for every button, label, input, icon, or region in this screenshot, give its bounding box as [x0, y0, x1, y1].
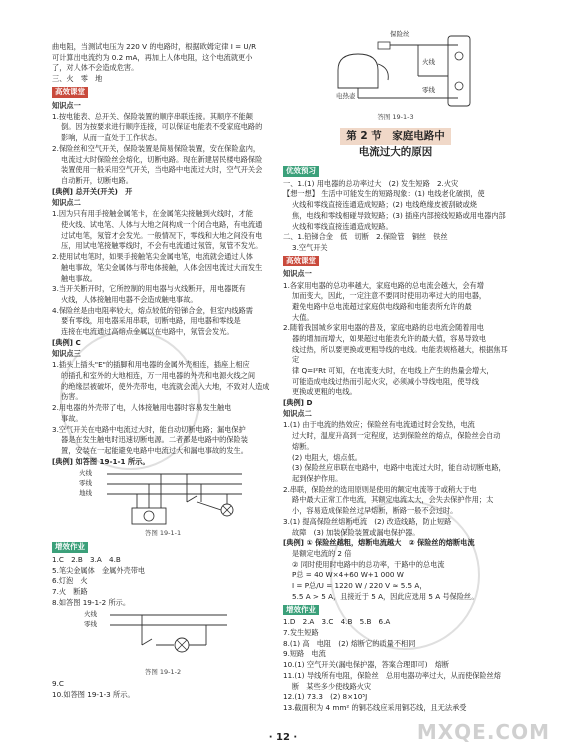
text-line: 自动断开，切断电路。 [61, 176, 133, 186]
wiring-diagram-1 [77, 468, 247, 528]
text-line: 火线和零线直接连通造成短路。 [292, 221, 393, 231]
wire-label-live: 火线 [79, 468, 92, 477]
text-line: 3.当开关断开时，它所控制的用电器与火线断开，用电器既有 [52, 284, 246, 294]
text-line: 2.串联，保险丝的选用原则是使用的额定电流等于或稍大于电 [283, 484, 477, 494]
site-watermark: MXQE.COM [416, 719, 550, 744]
knowledge-point-heading: 知识点一 [52, 100, 81, 110]
calc-line: P总 = 40 W×4+60 W+1 000 W [292, 570, 404, 580]
live-wire-label: 火线 [422, 58, 435, 66]
text-line: 3.空气开关 [292, 242, 328, 252]
answer-line: 12.(1) 73.3 (2) 8×10⁵J [283, 692, 368, 702]
answer-line: 8.(1) 高 电阻 (2) 熔断它的质量不相同 [283, 638, 416, 648]
text-line: 加而变大，因此，一定注意不要同时使用功率过大的用电器， [292, 291, 487, 301]
section-badge-efficient-class: 高效课堂 [283, 256, 319, 267]
section-badge-preview: 优效预习 [283, 166, 319, 177]
text-line: 可计算出电流约为 0.2 mA，再加上人体电阻，这个电流就更小 [52, 52, 253, 62]
kettle-label: 电热壶 [336, 92, 356, 100]
answer-line: 9.C [52, 679, 64, 689]
answer-line: 9.短路 电流 [283, 649, 326, 659]
example-answer: [典例] D [283, 397, 313, 407]
answer-line: 8.如答图 19-1-2 所示。 [52, 597, 131, 607]
figure-caption: 答图 19-1-2 [144, 667, 182, 676]
answer-line: 10.(1) 空气开关(漏电保护器，答案合理即可) 熔断 [283, 660, 450, 670]
figure-19-1-2 [82, 609, 232, 667]
wire-label-neutral: 零线 [79, 478, 92, 487]
text-line: 线过热，所以要更换或更粗导线的电线。电能表规格越大，根据焦耳定 [292, 344, 508, 365]
text-line: 过大时，温度升高到一定程度，达到保险丝的熔点，保险丝会自动 [292, 431, 501, 441]
right-column [283, 30, 508, 714]
wire-label-ground: 地线 [79, 488, 92, 497]
example-answer: [典例] ① 保险丝越粗，熔断电流越大 ② 保险丝的熔断电流 [283, 538, 475, 548]
text-line: 3.(1) 提高保险丝熔断电流 (2) 改造线路，防止短路 [283, 516, 452, 526]
calc-line: 5.5 A > 5 A，且接近于 5 A，因此应选用 5 A 号保险丝。 [292, 591, 479, 601]
text-line: 起到保护作用。 [292, 474, 343, 483]
text-line: 曲电阻，当测试电压为 220 V 的电路时，根据欧姆定律 I = U/R [52, 42, 257, 51]
fuse-label: 保险丝 [390, 30, 410, 38]
text-line: 器的增加而增大，如果超过电能表允许的最大值，容易导致电 [292, 334, 487, 344]
text-line: (2) 电阻大，熔点低。 [292, 452, 362, 462]
text-line: 路中最大正常工作电流，其额定电流太大，会失去保护作用；太 [292, 495, 494, 505]
text-line: 的绝缘层被破坏，使外壳带电，电流就会流入大地，不致对人造成 [61, 381, 270, 391]
text-line: 三、火 零 地 [52, 74, 103, 84]
text-line: 小，容易造成保险丝过早熔断，断路一般不会过时。 [292, 506, 458, 516]
answer-line: 1.C 2.B 3.A 4.B [52, 554, 121, 564]
text-line: 2.用电器的外壳带了电，人体接触用电器时容易发生触电 [52, 403, 232, 413]
section-heading: 电流过大的原因 [358, 146, 433, 159]
text-line: 故障 (3) 加装保险装置或漏电保护器。 [292, 527, 420, 537]
answer-line: 7.火 断路 [52, 586, 88, 596]
section-badge-homework: 增效作业 [52, 542, 88, 553]
text-line: 二、1.铅锑合金 低 切断 2.保险管 铜丝 铁丝 [283, 232, 448, 242]
answer-line: 11.(1) 导线所有电阻，保险丝 总用电器功率过大，从而使保险丝熔 [283, 670, 501, 680]
example-answer: [典例] C [52, 337, 81, 347]
text-line: 1.因为只有用手接触金属笔卡，在金属笔尖接触到火线时，才能 [52, 209, 253, 219]
text-line: 伤害。 [61, 392, 83, 402]
wiring-diagram-2 [82, 609, 232, 667]
section-badge-efficient-class: 高效课堂 [52, 87, 88, 98]
text-line: 电流过大时保险丝会熔化，切断电路。现在新建居民楼电路保险 [61, 154, 263, 164]
text-line: 器是在发生触电时迅速切断电源。二者都是电路中的保险装 [61, 435, 248, 445]
section-badge-homework: 增效作业 [283, 605, 319, 616]
text-line: 1.(1) 由于电流的热效应；保险丝有电流通过时会发热，电流 [283, 420, 475, 430]
text-line: 律 Q=I²Rt 可知，在电流变大时，在电线上产生的热量会增大， [292, 365, 494, 375]
figure-19-1-3 [298, 30, 498, 112]
answer-line: 13.截面积为 4 mm² 的铜芯线应采用铜芯线，且无法承受 [283, 703, 467, 713]
example-answer: 是额定电流的 2 倍 [292, 549, 352, 559]
text-line: 置，安装在一起能避免电路中电流过大和漏电事故的发生。 [61, 446, 248, 456]
answer-line: 7.发生短路 [283, 627, 319, 637]
answer-line: 断 某些多少使线路火灾 [292, 681, 372, 691]
text-line: 倒。因为按要求进行顺序连接，可以保证电能表不受家庭电路的 [61, 122, 263, 132]
wire-label-neutral: 零线 [84, 619, 97, 628]
text-line: (3) 保险丝应串联在电路中，电路中电流过大时，能自动切断电路， [292, 463, 506, 473]
text-line: 1.按电能表、总开关、保险装置的顺序串联连接。其顺序不能颠 [52, 111, 253, 121]
text-line: 装置使用一般采用空气开关，当电路中电流过大时，空气开关会 [61, 165, 263, 175]
figure-19-1-1 [77, 468, 247, 528]
text-line: 3.空气开关在电路中电流过大时，能自动切断电路；漏电保护 [52, 424, 246, 434]
text-line: 更换或更粗的电线。 [292, 387, 357, 397]
text-line: 影响，从而一直处于工作状态。 [61, 133, 162, 143]
figure-caption: 答图 19-1-1 [144, 528, 182, 537]
text-line: 事故。 [61, 413, 83, 423]
text-line: 4.保险丝是由电阻率较大，熔点较低的铅锑合金，但室内线路需 [52, 305, 253, 315]
knowledge-point-heading: 知识点二 [283, 409, 312, 419]
figure-caption: 答图 19-1-3 [377, 113, 414, 121]
answer-line: 6.灯泡 火 [52, 576, 88, 586]
text-line: 【想一想】 生活中可能发生的短路现象：(1) 电线老化破损，使 [283, 189, 485, 199]
text-line: 压，用试电笔接触零线时，不会有电流通过氖管，氖管不发光。 [61, 241, 263, 251]
text-line: 2.保险丝和空气开关，保险装置是简易保险装置，安在保险盒内， [52, 143, 261, 153]
calc-line: I = P总/U = 1220 W / 220 V ≈ 5.5 A， [292, 581, 427, 591]
answer-line: 5.笔尖金属体 金属外壳带电 [52, 565, 146, 575]
text-line: 火线和零线直接连通造成短路；(2) 电线绝缘皮被刮破或烧 [292, 200, 477, 210]
text-line: 大值。 [292, 312, 314, 322]
example-answer: [典例] 如答图 19-1-1 所示。 [52, 456, 150, 466]
text-line: 1.各家用电器的总功率越大，家庭电路的总电流会越大，会有增 [283, 280, 484, 290]
text-line: 的插孔和室外的大地相连，万一用电器的外壳和电源火线之间 [61, 370, 256, 380]
answer-line: 1.D 2.A 3.C 4.B 5.B 6.A [283, 617, 391, 627]
text-line: 触电事故。 [61, 273, 97, 283]
example-answer: [典例] 总开关(开关) 开 [52, 186, 133, 196]
text-line: 2.随着我国城乡家用电器的普及，家庭电路的总电流会随着用电 [283, 323, 484, 333]
page-number: · 12 · [268, 732, 298, 743]
text-line: 可能造成电线过热而引起火灾，必须减小导线电阻，使导线 [292, 376, 479, 386]
knowledge-point-heading: 知识点二 [52, 197, 81, 207]
text-line: 焦，电线和零线相碰导致短路；(3) 插座内部接线短路或用电器内部 [292, 210, 506, 220]
text-line: 过试电笔，氖管才会发光。一般情况下，零线和大地之间没有电 [61, 230, 263, 240]
calc-line: ② 同时使用时电路中的总功率，干路中的总电流 [292, 559, 445, 569]
neutral-wire-label: 零线 [422, 86, 435, 94]
text-line: 熔断。 [292, 441, 314, 451]
section-number: 第 2 节 家庭电路中 [340, 128, 451, 145]
text-line: 要有零线，用电器采用串联，切断电路，用电器和零线是 [61, 316, 241, 326]
text-line: 2.使用试电笔时，如果手接触笔尖金属电笔，电流就会通过人体 [52, 252, 253, 262]
text-line: 了，对人体不会造成危害。 [52, 63, 139, 73]
text-line: 使火线、试电笔、人体与大地之间构成一个闭合电路，有电流通 [61, 219, 263, 229]
text-line: 一、1.(1) 用电器的总功率过大 (2) 发生短路 2.火灾 [283, 178, 459, 188]
section-title [283, 128, 508, 160]
knowledge-point-heading: 知识点一 [283, 269, 312, 279]
left-column [52, 42, 274, 701]
text-line: 连接在电流通过高熔点金属以在电路中，氖管会发光。 [61, 327, 234, 337]
text-line: 触电事故，笔尖金属体与带电体接触，人体会因电流过大而发生 [61, 262, 263, 272]
knowledge-point-heading: 知识点三 [52, 349, 81, 359]
text-line: 避免电路中总电流超过家庭供电线路和电能表所允许的最 [292, 302, 472, 311]
text-line: 火线，人体接触用电器不会造成触电事故。 [61, 294, 198, 304]
answer-line: 10.如答图 19-1-3 所示。 [52, 689, 135, 699]
text-line: 1.插头上插头"E"的插脚和用电器的金属外壳相连，插座上相应 [52, 360, 250, 370]
kettle-wiring-diagram [298, 30, 498, 112]
wire-label-live: 火线 [84, 609, 97, 618]
